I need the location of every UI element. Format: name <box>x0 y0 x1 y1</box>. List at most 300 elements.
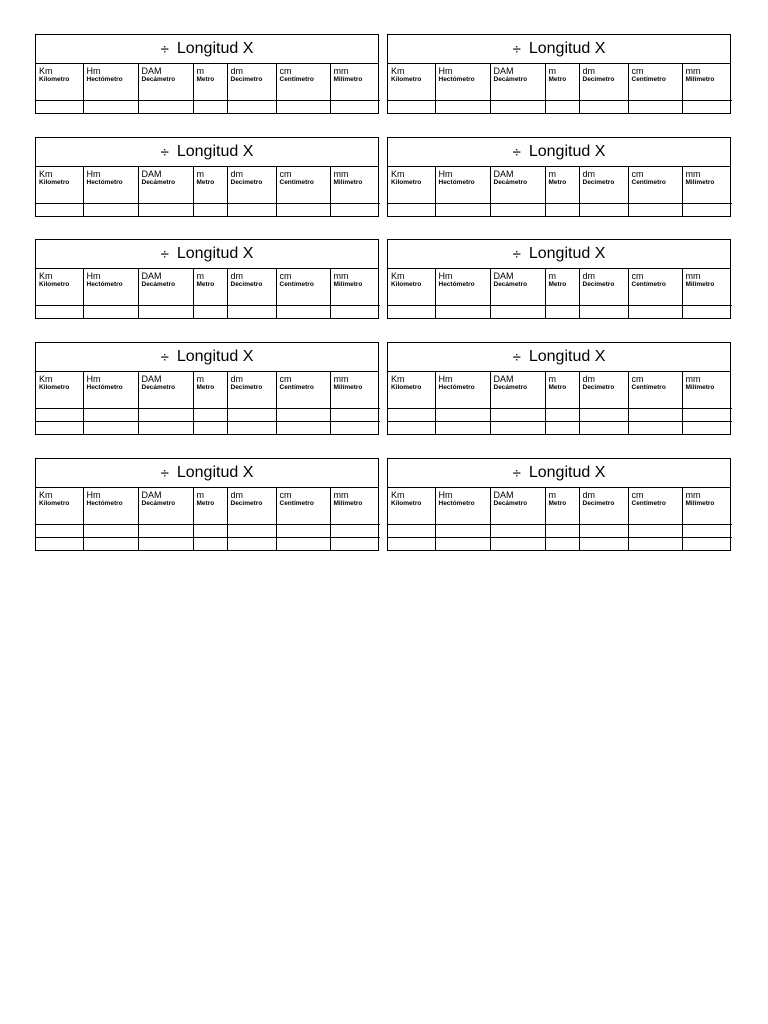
card-title-text: Longitud X <box>176 464 254 481</box>
card-title <box>388 240 730 269</box>
unit-header-row <box>36 167 380 191</box>
blank-cell[interactable] <box>388 88 435 101</box>
blank-cell[interactable] <box>579 525 628 538</box>
unit-header-hm: Hm Hectómetro <box>83 167 138 191</box>
blank-cell[interactable] <box>388 422 435 435</box>
blank-cell[interactable] <box>545 293 579 306</box>
blank-input-row <box>36 538 380 551</box>
blank-cell[interactable] <box>579 306 628 319</box>
blank-input-row <box>388 191 732 204</box>
blank-cell[interactable] <box>276 396 330 409</box>
card-title-text: Longitud X <box>528 464 606 481</box>
blank-cell[interactable] <box>227 204 276 217</box>
blank-cell[interactable] <box>579 293 628 306</box>
blank-cell[interactable] <box>545 409 579 422</box>
blank-cell[interactable] <box>545 306 579 319</box>
blank-cell[interactable] <box>628 88 682 101</box>
unit-header-row <box>36 372 380 396</box>
blank-cell[interactable] <box>36 293 83 306</box>
card-title-text: Longitud X <box>176 40 254 57</box>
blank-cell[interactable] <box>388 512 435 525</box>
blank-input-row <box>36 409 380 422</box>
blank-cell[interactable] <box>83 538 138 551</box>
blank-input-row <box>388 538 732 551</box>
blank-cell[interactable] <box>682 88 732 101</box>
division-sign-icon: ÷ <box>160 245 169 263</box>
blank-cell[interactable] <box>435 191 490 204</box>
blank-cell[interactable] <box>276 538 330 551</box>
blank-cell[interactable] <box>628 306 682 319</box>
blank-cell[interactable] <box>490 422 545 435</box>
card-title-text: Longitud X <box>528 40 606 57</box>
blank-cell[interactable] <box>276 512 330 525</box>
conversion-card <box>35 239 379 319</box>
card-title-text: Longitud X <box>176 245 254 262</box>
card-title <box>36 459 378 488</box>
blank-cell[interactable] <box>36 396 83 409</box>
blank-cell[interactable] <box>83 88 138 101</box>
conversion-card <box>35 342 379 435</box>
blank-cell[interactable] <box>579 191 628 204</box>
conversion-card <box>387 239 731 319</box>
unit-header-mm: mm Milímetro <box>333 271 363 288</box>
blank-input-row <box>388 306 732 319</box>
blank-cell[interactable] <box>36 422 83 435</box>
blank-cell[interactable] <box>435 538 490 551</box>
blank-cell[interactable] <box>388 396 435 409</box>
blank-cell[interactable] <box>490 204 545 217</box>
conversion-card <box>35 137 379 217</box>
blank-cell[interactable] <box>545 525 579 538</box>
blank-cell[interactable] <box>227 191 276 204</box>
unit-header-hm: Hm Hectómetro <box>83 269 138 293</box>
blank-input-row <box>388 409 732 422</box>
blank-cell[interactable] <box>193 538 227 551</box>
unit-header-m: m Metro <box>545 167 579 191</box>
blank-cell[interactable] <box>193 191 227 204</box>
unit-header-row <box>36 64 380 88</box>
blank-cell[interactable] <box>388 204 435 217</box>
unit-header-mm: mm Milímetro <box>333 490 363 507</box>
blank-cell[interactable] <box>36 101 83 114</box>
blank-input-row <box>388 88 732 101</box>
unit-header-hm: Hm Hectómetro <box>435 269 490 293</box>
blank-cell[interactable] <box>138 409 193 422</box>
unit-header-dam: DAM Decámetro <box>490 372 545 396</box>
blank-input-row <box>36 101 380 114</box>
unit-header-hm: Hm Hectómetro <box>435 167 490 191</box>
blank-cell[interactable] <box>435 204 490 217</box>
blank-cell[interactable] <box>193 88 227 101</box>
unit-header-km: Km Kilometro <box>36 269 83 293</box>
blank-cell[interactable] <box>628 293 682 306</box>
unit-header-dam: DAM Decámetro <box>490 167 545 191</box>
blank-cell[interactable] <box>36 88 83 101</box>
blank-input-row <box>36 396 380 409</box>
unit-header-km: Km Kilometro <box>36 372 83 396</box>
blank-cell[interactable] <box>435 101 490 114</box>
blank-cell[interactable] <box>138 191 193 204</box>
card-title <box>36 343 378 372</box>
blank-cell[interactable] <box>682 422 732 435</box>
blank-cell[interactable] <box>490 293 545 306</box>
blank-cell[interactable] <box>227 306 276 319</box>
blank-cell[interactable] <box>388 101 435 114</box>
blank-cell[interactable] <box>628 538 682 551</box>
unit-header-mm: mm Milímetro <box>333 169 363 186</box>
blank-cell[interactable] <box>490 409 545 422</box>
blank-cell[interactable] <box>193 396 227 409</box>
blank-cell[interactable] <box>36 525 83 538</box>
division-sign-icon: ÷ <box>512 348 521 366</box>
blank-cell[interactable] <box>36 409 83 422</box>
unit-header-dam: DAM Decámetro <box>138 488 193 512</box>
blank-cell[interactable] <box>138 525 193 538</box>
blank-cell[interactable] <box>276 306 330 319</box>
blank-cell[interactable] <box>227 525 276 538</box>
unit-header-cm: cm Centímetro <box>628 269 682 293</box>
unit-header-km: Km Kilometro <box>388 269 435 293</box>
card-title-text: Longitud X <box>528 143 606 160</box>
blank-cell[interactable] <box>435 293 490 306</box>
blank-input-row <box>388 525 732 538</box>
blank-cell[interactable] <box>628 422 682 435</box>
blank-cell[interactable] <box>83 101 138 114</box>
blank-cell[interactable] <box>490 306 545 319</box>
card-title <box>388 35 730 64</box>
unit-table <box>388 64 732 113</box>
blank-cell[interactable] <box>276 101 330 114</box>
blank-input-row <box>388 396 732 409</box>
blank-cell[interactable] <box>330 409 380 422</box>
blank-cell[interactable] <box>83 422 138 435</box>
card-row <box>35 342 731 435</box>
blank-cell[interactable] <box>36 538 83 551</box>
blank-cell[interactable] <box>193 409 227 422</box>
unit-header-mm: mm Milímetro <box>685 271 715 288</box>
blank-cell[interactable] <box>36 191 83 204</box>
blank-input-row <box>36 191 380 204</box>
card-title <box>388 138 730 167</box>
unit-header-km: Km Kilometro <box>388 372 435 396</box>
conversion-card <box>387 137 731 217</box>
blank-cell[interactable] <box>435 422 490 435</box>
blank-cell[interactable] <box>490 396 545 409</box>
blank-cell[interactable] <box>388 538 435 551</box>
card-title <box>36 138 378 167</box>
unit-header-dm: dm Decímetro <box>579 167 628 191</box>
blank-cell[interactable] <box>628 512 682 525</box>
blank-cell[interactable] <box>193 101 227 114</box>
blank-input-row <box>36 525 380 538</box>
unit-header-row <box>388 372 732 396</box>
blank-cell[interactable] <box>628 191 682 204</box>
unit-table <box>36 167 380 216</box>
blank-cell[interactable] <box>490 88 545 101</box>
division-sign-icon: ÷ <box>512 245 521 263</box>
blank-cell[interactable] <box>138 422 193 435</box>
blank-cell[interactable] <box>682 409 732 422</box>
unit-header-dam: DAM Decámetro <box>490 488 545 512</box>
blank-cell[interactable] <box>579 101 628 114</box>
blank-cell[interactable] <box>579 512 628 525</box>
unit-header-dm: dm Decímetro <box>579 64 628 88</box>
unit-header-hm: Hm Hectómetro <box>435 64 490 88</box>
conversion-card <box>387 458 731 551</box>
blank-cell[interactable] <box>545 512 579 525</box>
blank-cell[interactable] <box>193 204 227 217</box>
unit-header-cm: cm Centímetro <box>276 372 330 396</box>
blank-cell[interactable] <box>682 306 732 319</box>
blank-cell[interactable] <box>330 396 380 409</box>
unit-header-km: Km Kilometro <box>36 488 83 512</box>
blank-cell[interactable] <box>545 396 579 409</box>
blank-cell[interactable] <box>276 191 330 204</box>
blank-input-row <box>36 306 380 319</box>
blank-cell[interactable] <box>138 396 193 409</box>
unit-header-dam: DAM Decámetro <box>490 269 545 293</box>
blank-cell[interactable] <box>227 409 276 422</box>
blank-cell[interactable] <box>276 422 330 435</box>
unit-header-dam: DAM Decámetro <box>138 64 193 88</box>
card-row <box>35 34 731 114</box>
blank-cell[interactable] <box>579 396 628 409</box>
blank-cell[interactable] <box>579 204 628 217</box>
blank-cell[interactable] <box>435 409 490 422</box>
unit-header-row <box>388 167 732 191</box>
blank-cell[interactable] <box>490 525 545 538</box>
unit-header-m: m Metro <box>545 372 579 396</box>
unit-header-cm: cm Centímetro <box>276 167 330 191</box>
blank-cell[interactable] <box>682 525 732 538</box>
blank-input-row <box>388 293 732 306</box>
blank-cell[interactable] <box>330 88 380 101</box>
unit-header-m: m Metro <box>545 64 579 88</box>
blank-cell[interactable] <box>545 422 579 435</box>
unit-header-hm: Hm Hectómetro <box>435 372 490 396</box>
blank-input-row <box>388 204 732 217</box>
unit-header-cm: cm Centímetro <box>628 372 682 396</box>
unit-table <box>36 372 380 434</box>
blank-cell[interactable] <box>83 306 138 319</box>
unit-header-m: m Metro <box>193 64 227 88</box>
unit-header-cm: cm Centímetro <box>628 167 682 191</box>
unit-header-mm: mm Milímetro <box>685 169 715 186</box>
blank-input-row <box>388 512 732 525</box>
unit-header-row <box>388 64 732 88</box>
division-sign-icon: ÷ <box>512 143 521 161</box>
division-sign-icon: ÷ <box>160 464 169 482</box>
blank-cell[interactable] <box>330 512 380 525</box>
unit-table <box>36 488 380 550</box>
unit-header-cm: cm Centímetro <box>276 64 330 88</box>
unit-header-km: Km Kilometro <box>36 64 83 88</box>
card-title-text: Longitud X <box>528 348 606 365</box>
blank-cell[interactable] <box>330 293 380 306</box>
unit-header-hm: Hm Hectómetro <box>83 488 138 512</box>
blank-cell[interactable] <box>682 191 732 204</box>
unit-header-m: m Metro <box>545 269 579 293</box>
blank-input-row <box>388 101 732 114</box>
blank-cell[interactable] <box>227 538 276 551</box>
blank-cell[interactable] <box>682 204 732 217</box>
blank-cell[interactable] <box>435 525 490 538</box>
blank-cell[interactable] <box>330 306 380 319</box>
blank-cell[interactable] <box>193 422 227 435</box>
card-row <box>35 458 731 551</box>
blank-cell[interactable] <box>138 88 193 101</box>
unit-header-dm: dm Decímetro <box>579 372 628 396</box>
division-sign-icon: ÷ <box>160 143 169 161</box>
unit-header-km: Km Kilometro <box>388 64 435 88</box>
blank-cell[interactable] <box>628 396 682 409</box>
unit-header-dm: dm Decímetro <box>227 269 276 293</box>
division-sign-icon: ÷ <box>512 464 521 482</box>
blank-cell[interactable] <box>138 293 193 306</box>
unit-header-km: Km Kilometro <box>36 167 83 191</box>
blank-cell[interactable] <box>83 191 138 204</box>
card-title <box>388 459 730 488</box>
unit-header-dam: DAM Decámetro <box>490 64 545 88</box>
blank-cell[interactable] <box>193 525 227 538</box>
blank-cell[interactable] <box>138 538 193 551</box>
blank-cell[interactable] <box>579 538 628 551</box>
unit-header-hm: Hm Hectómetro <box>83 372 138 396</box>
unit-table <box>388 167 732 216</box>
blank-cell[interactable] <box>330 101 380 114</box>
blank-cell[interactable] <box>276 293 330 306</box>
blank-cell[interactable] <box>83 409 138 422</box>
unit-header-m: m Metro <box>193 269 227 293</box>
blank-cell[interactable] <box>545 204 579 217</box>
blank-cell[interactable] <box>330 422 380 435</box>
blank-cell[interactable] <box>83 525 138 538</box>
unit-header-dm: dm Decímetro <box>227 64 276 88</box>
blank-cell[interactable] <box>193 512 227 525</box>
unit-header-dam: DAM Decámetro <box>138 167 193 191</box>
card-row <box>35 239 731 319</box>
blank-cell[interactable] <box>276 409 330 422</box>
unit-header-cm: cm Centímetro <box>276 488 330 512</box>
blank-cell[interactable] <box>276 204 330 217</box>
card-title-text: Longitud X <box>176 143 254 160</box>
blank-input-row <box>36 204 380 217</box>
blank-cell[interactable] <box>227 422 276 435</box>
blank-cell[interactable] <box>83 512 138 525</box>
blank-input-row <box>36 88 380 101</box>
blank-cell[interactable] <box>545 191 579 204</box>
unit-header-row <box>388 269 732 293</box>
blank-cell[interactable] <box>490 538 545 551</box>
blank-input-row <box>36 512 380 525</box>
blank-cell[interactable] <box>36 204 83 217</box>
blank-cell[interactable] <box>227 293 276 306</box>
blank-cell[interactable] <box>330 525 380 538</box>
blank-cell[interactable] <box>36 512 83 525</box>
blank-cell[interactable] <box>628 525 682 538</box>
blank-cell[interactable] <box>227 88 276 101</box>
blank-cell[interactable] <box>36 306 83 319</box>
blank-cell[interactable] <box>545 88 579 101</box>
unit-header-cm: cm Centímetro <box>628 64 682 88</box>
unit-header-mm: mm Milímetro <box>333 66 363 83</box>
blank-cell[interactable] <box>138 101 193 114</box>
blank-cell[interactable] <box>227 101 276 114</box>
blank-cell[interactable] <box>579 409 628 422</box>
blank-cell[interactable] <box>388 409 435 422</box>
blank-cell[interactable] <box>227 512 276 525</box>
division-sign-icon: ÷ <box>512 40 521 58</box>
blank-cell[interactable] <box>490 191 545 204</box>
blank-cell[interactable] <box>490 512 545 525</box>
blank-cell[interactable] <box>83 293 138 306</box>
blank-cell[interactable] <box>435 396 490 409</box>
unit-table <box>388 372 732 434</box>
blank-cell[interactable] <box>83 204 138 217</box>
blank-input-row <box>36 422 380 435</box>
blank-cell[interactable] <box>330 538 380 551</box>
unit-header-m: m Metro <box>545 488 579 512</box>
blank-cell[interactable] <box>490 101 545 114</box>
blank-cell[interactable] <box>682 101 732 114</box>
blank-cell[interactable] <box>388 191 435 204</box>
blank-cell[interactable] <box>330 204 380 217</box>
unit-header-row <box>36 269 380 293</box>
unit-header-dam: DAM Decámetro <box>138 269 193 293</box>
blank-cell[interactable] <box>545 538 579 551</box>
unit-header-mm: mm Milímetro <box>685 374 715 391</box>
blank-cell[interactable] <box>628 409 682 422</box>
blank-cell[interactable] <box>435 306 490 319</box>
blank-cell[interactable] <box>276 525 330 538</box>
blank-input-row <box>36 293 380 306</box>
blank-cell[interactable] <box>628 101 682 114</box>
blank-cell[interactable] <box>628 204 682 217</box>
conversion-card <box>387 342 731 435</box>
blank-cell[interactable] <box>682 538 732 551</box>
blank-cell[interactable] <box>193 306 227 319</box>
division-sign-icon: ÷ <box>160 348 169 366</box>
conversion-card <box>387 34 731 114</box>
blank-cell[interactable] <box>276 88 330 101</box>
blank-cell[interactable] <box>388 293 435 306</box>
blank-cell[interactable] <box>545 101 579 114</box>
unit-header-row <box>36 488 380 512</box>
blank-cell[interactable] <box>579 88 628 101</box>
blank-cell[interactable] <box>682 293 732 306</box>
division-sign-icon: ÷ <box>160 40 169 58</box>
blank-cell[interactable] <box>138 204 193 217</box>
blank-cell[interactable] <box>682 396 732 409</box>
unit-header-hm: Hm Hectómetro <box>435 488 490 512</box>
blank-cell[interactable] <box>435 88 490 101</box>
blank-cell[interactable] <box>682 512 732 525</box>
blank-cell[interactable] <box>138 306 193 319</box>
blank-cell[interactable] <box>330 191 380 204</box>
blank-cell[interactable] <box>193 293 227 306</box>
conversion-card <box>35 34 379 114</box>
blank-cell[interactable] <box>388 525 435 538</box>
unit-table <box>36 64 380 113</box>
blank-cell[interactable] <box>138 512 193 525</box>
card-title <box>36 35 378 64</box>
blank-cell[interactable] <box>579 422 628 435</box>
blank-cell[interactable] <box>227 396 276 409</box>
blank-cell[interactable] <box>388 306 435 319</box>
blank-cell[interactable] <box>435 512 490 525</box>
unit-header-mm: mm Milímetro <box>333 374 363 391</box>
blank-cell[interactable] <box>83 396 138 409</box>
